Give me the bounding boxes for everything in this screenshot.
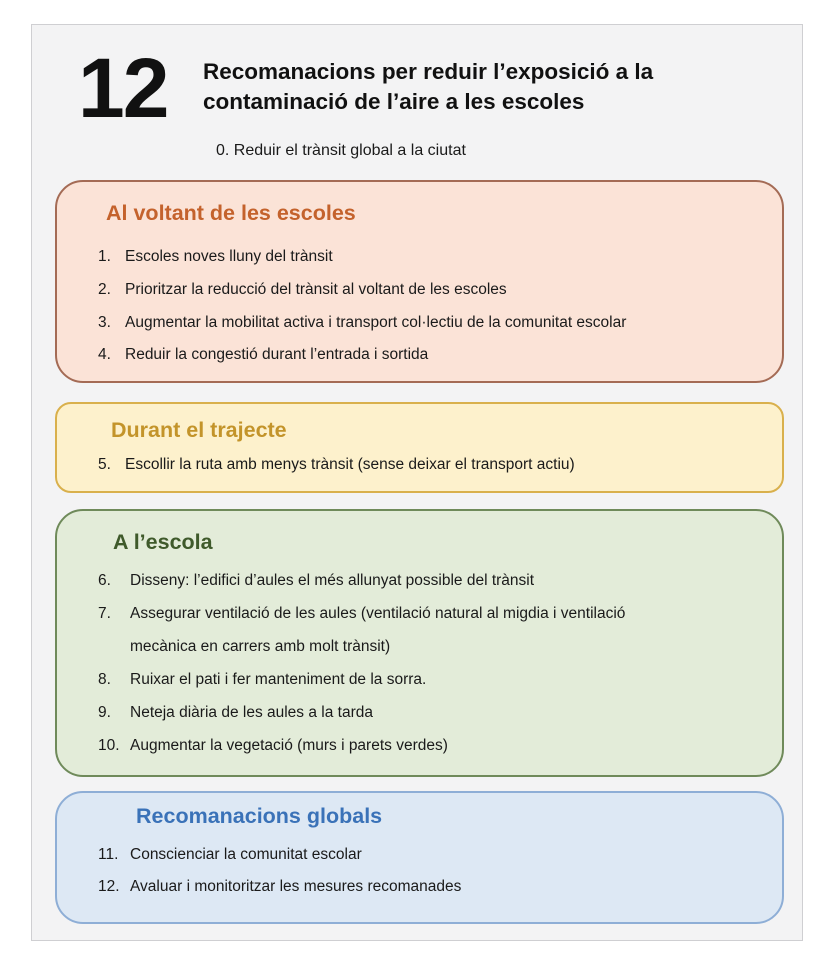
section-global-heading: Recomanacions globals (136, 804, 383, 828)
item-number: 3. (98, 314, 111, 331)
section-around-schools-heading: Al voltant de les escoles (106, 201, 356, 225)
item-text: Neteja diària de les aules a la tarda (130, 704, 373, 721)
list-item-continuation: mecànica en carrers amb molt trànsit) (130, 638, 391, 655)
item-text: Avaluar i monitoritzar les mesures recomanades (130, 878, 462, 895)
item-number: 1. (98, 248, 111, 265)
item-number: 12. (98, 878, 120, 895)
page-title (203, 57, 763, 117)
title-line-1: Recomanacions per reduir l’exposició a la (203, 59, 654, 84)
item-text: Prioritzar la reducció del trànsit al voltant de les escoles (125, 281, 507, 298)
item-text: Conscienciar la comunitat escolar (130, 846, 362, 863)
item-text: Augmentar la vegetació (murs i parets verdes) (130, 737, 448, 754)
section-at-school-heading: A l’escola (113, 530, 213, 554)
section-journey-box (55, 402, 784, 493)
item-number: 5. (98, 456, 111, 473)
section-journey-heading: Durant el trajecte (111, 418, 287, 442)
item-number: 8. (98, 671, 111, 688)
item-number: 11. (98, 846, 119, 863)
item-text: Escollir la ruta amb menys trànsit (sense deixar el transport actiu) (125, 456, 575, 473)
item-number: 2. (98, 281, 111, 298)
item-0: 0. Reduir el trànsit global a la ciutat (216, 142, 466, 159)
title-line-2: contaminació de l’aire a les escoles (203, 89, 585, 114)
item-text: Reduir la congestió durant l’entrada i sortida (125, 346, 429, 363)
item-text: Disseny: l’edifici d’aules el més allunyat possible del trànsit (130, 572, 535, 589)
item-number: 4. (98, 346, 111, 363)
item-text: Ruixar el pati i fer manteniment de la sorra. (130, 671, 427, 688)
item-number: 9. (98, 704, 111, 721)
item-text: Escoles noves lluny del trànsit (125, 248, 333, 265)
item-number: 6. (98, 572, 111, 589)
item-number: 7. (98, 605, 111, 622)
item-text: Assegurar ventilació de les aules (ventilació natural al migdia i ventilació (130, 605, 626, 622)
big-number: 12 (78, 41, 168, 135)
item-text: Augmentar la mobilitat activa i transport col·lectiu de la comunitat escolar (125, 314, 627, 331)
item-number: 10. (98, 737, 120, 754)
